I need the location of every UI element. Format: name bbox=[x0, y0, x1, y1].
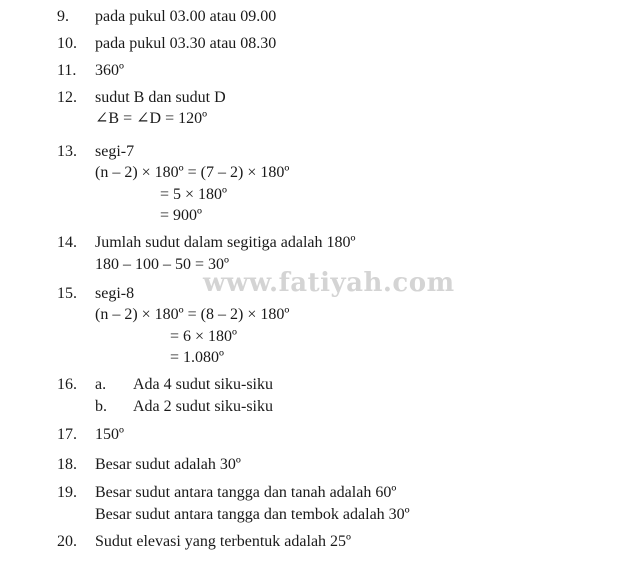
answer-16a-label: a. bbox=[95, 376, 107, 393]
answer-19-text: Besar sudut antara tangga dan tanah adalah 60º bbox=[95, 484, 397, 501]
answer-15-step-3: = 1.080º bbox=[170, 349, 224, 366]
answer-9-number: 9. bbox=[57, 8, 69, 25]
answer-13-number: 13. bbox=[57, 143, 77, 160]
answer-16b-label: b. bbox=[95, 398, 107, 415]
answer-12-number: 12. bbox=[57, 89, 77, 106]
answer-19-text-2: Besar sudut antara tangga dan tembok adalah 30º bbox=[95, 506, 410, 523]
answer-15-step-1: (n – 2) × 180º = (8 – 2) × 180º bbox=[95, 306, 290, 323]
answer-14-text: Jumlah sudut dalam segitiga adalah 180º bbox=[95, 234, 356, 251]
answer-18-text: Besar sudut adalah 30º bbox=[95, 456, 241, 473]
answer-13-step-1: (n – 2) × 180º = (7 – 2) × 180º bbox=[95, 164, 290, 181]
answer-11-text: 360º bbox=[95, 62, 124, 79]
answer-20-number: 20. bbox=[57, 533, 77, 550]
answer-15-step-2: = 6 × 180º bbox=[170, 328, 238, 345]
answer-10-text: pada pukul 03.30 atau 08.30 bbox=[95, 35, 277, 52]
answer-19-number: 19. bbox=[57, 484, 77, 501]
answer-12-equation: ∠B = ∠D = 120º bbox=[95, 110, 208, 127]
answer-13-step-2: = 5 × 180º bbox=[160, 186, 228, 203]
watermark: www.fatiyah.com bbox=[203, 268, 455, 298]
answer-20-text: Sudut elevasi yang terbentuk adalah 25º bbox=[95, 533, 351, 550]
answer-9-text: pada pukul 03.00 atau 09.00 bbox=[95, 8, 277, 25]
answer-15-number: 15. bbox=[57, 285, 77, 302]
answer-16-number: 16. bbox=[57, 376, 77, 393]
answer-10-number: 10. bbox=[57, 35, 77, 52]
answer-16a-text: Ada 4 sudut siku-siku bbox=[133, 376, 273, 393]
answer-15-text: segi-8 bbox=[95, 285, 135, 302]
answer-17-number: 17. bbox=[57, 426, 77, 443]
answer-14-equation: 180 – 100 – 50 = 30º bbox=[95, 256, 229, 273]
answer-18-number: 18. bbox=[57, 456, 77, 473]
answer-11-number: 11. bbox=[57, 62, 77, 79]
answer-12-text: sudut B dan sudut D bbox=[95, 89, 226, 106]
answer-13-step-3: = 900º bbox=[160, 207, 202, 224]
answer-13-text: segi-7 bbox=[95, 143, 135, 160]
answer-14-number: 14. bbox=[57, 234, 77, 251]
answer-16b-text: Ada 2 sudut siku-siku bbox=[133, 398, 273, 415]
answer-17-text: 150º bbox=[95, 426, 124, 443]
